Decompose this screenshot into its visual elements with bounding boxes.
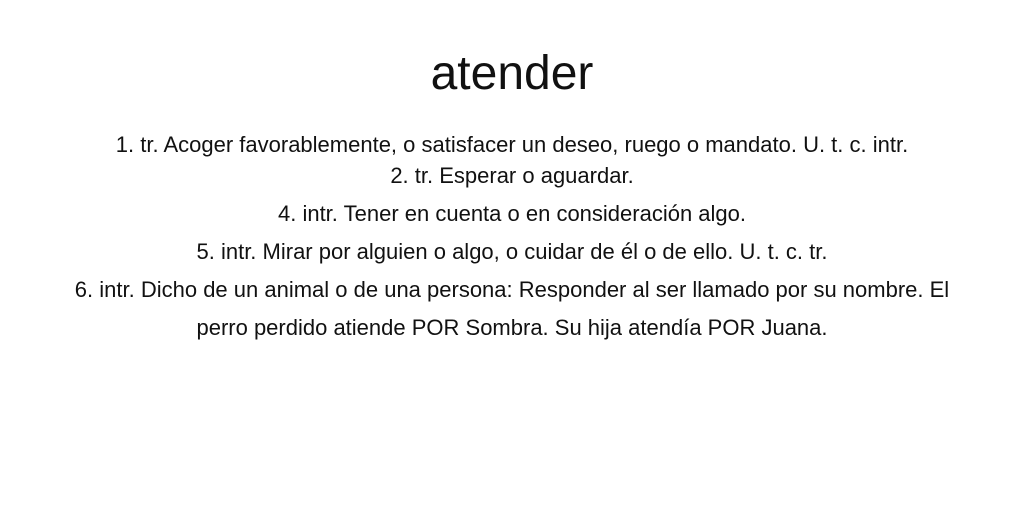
definition-list bbox=[64, 126, 960, 347]
definition-1: 1. tr. Acoger favorablemente, o satisfacer un deseo, ruego o mandato. U. t. c. intr. bbox=[115, 132, 909, 157]
definition-2: 2. tr. Esperar o aguardar. bbox=[390, 163, 634, 188]
definition-6: 6. intr. Dicho de un animal o de una persona: Responder al ser llamado por su nombre. El perro perdido atiende POR Sombra. Su hija atendía POR Juana. bbox=[74, 277, 950, 340]
definition-5: 5. intr. Mirar por alguien o algo, o cuidar de él o de ello. U. t. c. tr. bbox=[196, 239, 828, 264]
definition-4: 4. intr. Tener en cuenta o en consideración algo. bbox=[277, 201, 747, 226]
entry-word: atender bbox=[430, 47, 594, 100]
